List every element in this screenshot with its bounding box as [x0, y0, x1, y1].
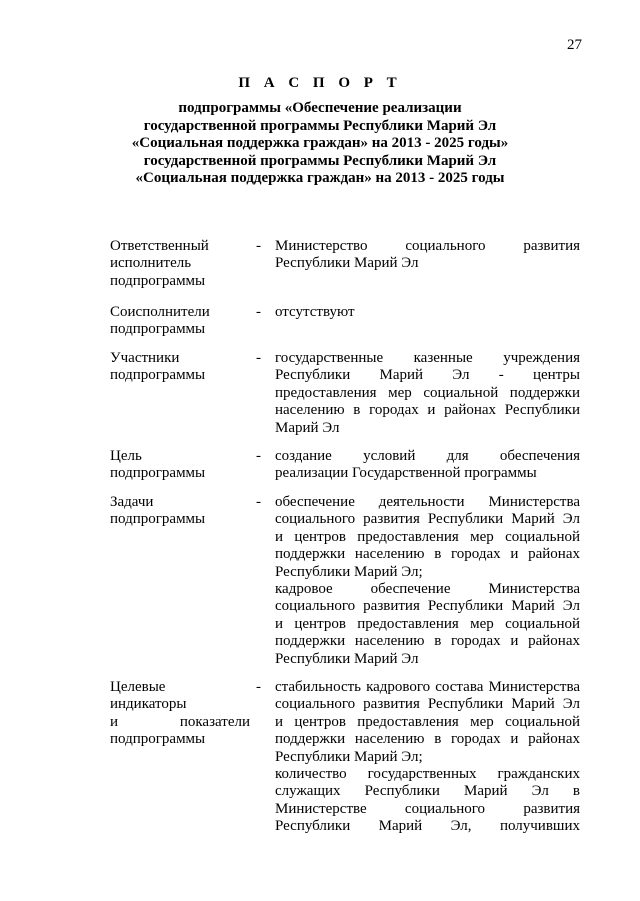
- passport-subtitle: [120, 100, 520, 188]
- row-value-line: Республики Марий Эл - центры: [275, 367, 580, 384]
- row-value-line: социального развития Республики Марий Эл: [275, 696, 580, 713]
- subtitle-line: «Социальная поддержка граждан» на 2013 - 2025 годы: [135, 170, 505, 186]
- row-label: [110, 494, 250, 529]
- row-label-line: Целевые: [110, 679, 166, 695]
- row-label-line: Соисполнители: [110, 304, 210, 320]
- row-label-line: подпрограммы: [110, 731, 206, 748]
- row-value-line: кадровое обеспечение Министерства: [275, 581, 580, 598]
- row-value-line: Республики Марий Эл: [275, 650, 419, 667]
- row-value-line: создание условий для обеспечения: [275, 448, 580, 464]
- row-label-line: и показатели: [110, 713, 250, 730]
- row-label-line: Ответственный: [110, 238, 209, 254]
- passport-title: П А С П О Р Т: [238, 75, 402, 91]
- row-value-line: государственные казенные учреждения: [275, 350, 580, 366]
- page-number: 27: [567, 37, 582, 53]
- row-value-line: Республики Марий Эл;: [275, 748, 423, 765]
- row-value-line: реализации Государственной программы: [275, 465, 537, 482]
- row-value-line: отсутствуют: [275, 304, 355, 320]
- row-label-line: Цель: [110, 448, 142, 464]
- row-label: [110, 448, 250, 483]
- row-dash: -: [256, 238, 261, 254]
- row-label-line: подпрограммы: [110, 465, 206, 482]
- row-label-line: подпрограммы: [110, 367, 206, 384]
- row-value-line: социального развития Республики Марий Эл: [275, 511, 580, 528]
- row-value: [275, 679, 580, 836]
- row-value-line: поддержки населению в городах и районах: [275, 546, 580, 563]
- row-label-line: индикаторы: [110, 696, 187, 713]
- row-label: [110, 238, 250, 290]
- row-label-line: исполнитель: [110, 255, 192, 272]
- subtitle-line: «Социальная поддержка граждан» на 2013 - 2025 годы»: [131, 135, 509, 151]
- row-value-line: социального развития Республики Марий Эл: [275, 598, 580, 615]
- row-dash: -: [256, 448, 261, 464]
- row-value-line: населению в городах и районах Республики: [275, 402, 580, 419]
- row-value-line: Республики Марий Эл: [275, 255, 419, 272]
- row-value-line: служащих Республики Марий Эл в: [275, 783, 580, 800]
- row-value-line: и центров предоставления мер социальной: [275, 615, 580, 632]
- row-value-line: обеспечение деятельности Министерства: [275, 494, 580, 510]
- row-value-line: предоставления мер социальной поддержки: [275, 384, 580, 401]
- row-value: [275, 304, 580, 321]
- row-value: [275, 448, 580, 483]
- row-value-line: поддержки населению в городах и районах: [275, 731, 580, 748]
- row-value-line: поддержки населению в городах и районах: [275, 633, 580, 650]
- row-dash: -: [256, 494, 261, 510]
- row-value-line: количество государственных гражданских: [275, 766, 580, 783]
- row-value-line: Республики Марий Эл;: [275, 563, 423, 580]
- row-label-line: подпрограммы: [110, 321, 206, 338]
- row-label: [110, 679, 250, 749]
- subtitle-line: государственной программы Республики Марий Эл: [143, 152, 497, 169]
- row-value: [275, 350, 580, 437]
- subtitle-line: государственной программы Республики Марий Эл: [143, 117, 497, 134]
- row-label-line: Задачи: [110, 494, 154, 510]
- row-dash: -: [256, 679, 261, 695]
- row-dash: -: [256, 304, 261, 320]
- row-label-line: подпрограммы: [110, 272, 206, 289]
- row-label: [110, 350, 250, 385]
- row-value-line: Министерство социального развития: [275, 238, 580, 254]
- row-value: [275, 494, 580, 668]
- row-value-line: Министерстве социального развития: [275, 800, 580, 817]
- row-label-line: подпрограммы: [110, 511, 206, 528]
- subtitle-line: подпрограммы «Обеспечение реализации: [178, 100, 462, 116]
- row-value: [275, 238, 580, 273]
- row-label: [110, 304, 250, 339]
- row-dash: -: [256, 350, 261, 366]
- row-value-line: Марий Эл: [275, 419, 340, 436]
- row-value-line: Республики Марий Эл, получивших: [275, 818, 580, 835]
- row-value-line: и центров предоставления мер социальной: [275, 713, 580, 730]
- row-value-line: и центров предоставления мер социальной: [275, 528, 580, 545]
- row-label-line: Участники: [110, 350, 180, 366]
- row-value-line: стабильность кадрового состава Министерства: [275, 679, 580, 695]
